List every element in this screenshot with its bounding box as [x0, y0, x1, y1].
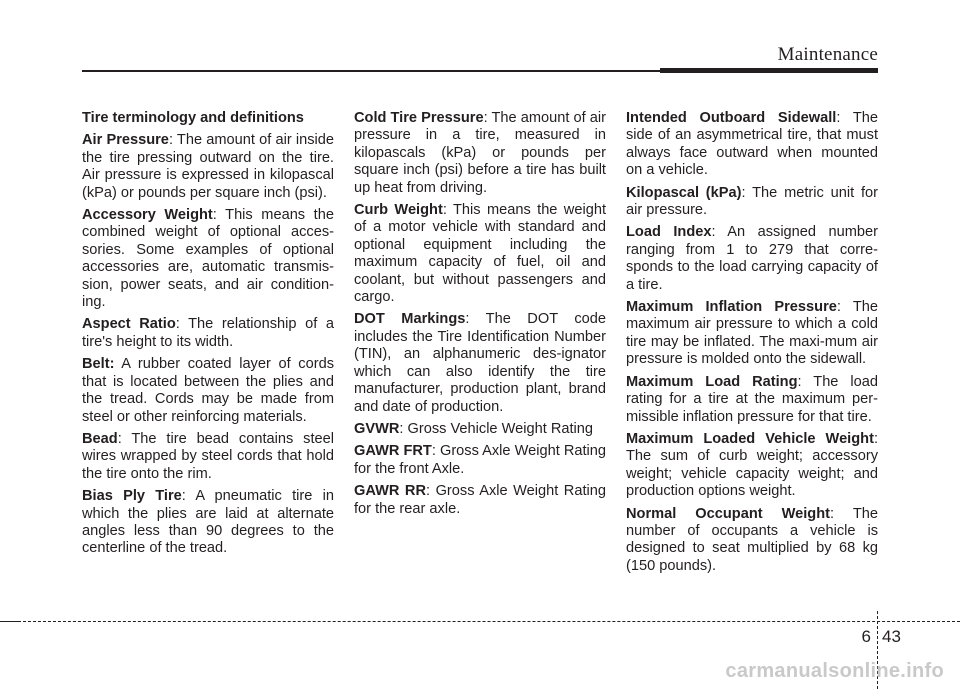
definition-entry	[82, 488, 334, 558]
definition-separator: :	[741, 184, 753, 201]
definition-term: Kilopascal (kPa)	[626, 184, 742, 201]
definition-text: The sum of curb weight; accessory weight; vehicle capacity weight; and production options weight.	[626, 448, 878, 500]
footer-rule	[18, 621, 960, 622]
definition-term: Intended Outboard Sidewall	[626, 110, 837, 126]
definition-text: This means the combined weight of optional acces-sories. Some examples of optional accessories are, automatic transmis-sion, power seats, and air condition-ing.	[82, 207, 334, 311]
definition-text: The side of an asymmetrical tire, that must always face outward when mounted on a vehicle.	[626, 110, 878, 179]
text-column-3	[626, 110, 878, 580]
definition-text: Gross Vehicle Weight Rating	[407, 420, 594, 437]
definition-separator: :	[836, 299, 853, 316]
definition-separator: :	[212, 207, 226, 224]
definition-text: The maximum air pressure to which a cold tire may be inflated. The maxi-mum air pressure is molded onto the sidewall.	[626, 299, 878, 368]
header-rule-thin	[82, 70, 660, 72]
definition-separator: :	[836, 110, 853, 126]
definition-entry	[82, 132, 334, 202]
definition-separator: :	[442, 202, 453, 219]
text-column-1	[82, 110, 334, 563]
definition-term: Aspect Ratio	[82, 316, 176, 333]
definition-term: Load Index	[626, 224, 712, 241]
definition-term: Maximum Loaded Vehicle Weight	[626, 430, 874, 447]
definition-term: DOT Markings	[354, 311, 466, 328]
watermark: carmanualsonline.info	[725, 660, 944, 682]
footer-dash	[0, 621, 18, 622]
definition-term: GAWR RR	[354, 483, 426, 500]
definition-text: A pneumatic tire in which the plies are laid at alternate angles less than 90 degrees to the centerline of the tread.	[82, 488, 335, 557]
definition-term: Maximum Inflation Pressure	[626, 299, 837, 316]
definition-entry	[626, 224, 878, 294]
definition-separator: :	[873, 430, 878, 447]
definition-text: This means the weight of a motor vehicle with standard and optional equipment including the maximum capacity of fuel, oil and coolant, but without passengers and cargo.	[354, 202, 606, 306]
chapter-title: Maintenance	[777, 44, 878, 65]
definition-text: The metric unit for air pressure.	[626, 184, 878, 219]
definition-term: Accessory Weight	[82, 207, 213, 224]
definition-term: Normal Occupant Weight	[626, 505, 831, 522]
definition-separator: :	[117, 430, 132, 447]
definition-separator: :	[431, 443, 440, 460]
definition-entry	[82, 207, 334, 311]
definition-separator: :	[483, 110, 492, 126]
definition-separator: :	[465, 311, 486, 328]
definition-entry	[626, 185, 878, 220]
definition-entry	[626, 299, 878, 369]
definition-separator: :	[399, 420, 408, 437]
definition-separator: :	[711, 224, 728, 241]
definition-entry	[354, 421, 606, 438]
definition-entry	[626, 374, 878, 426]
definition-entry	[82, 356, 334, 426]
definition-term: Bead	[82, 430, 118, 447]
definition-entry	[626, 431, 878, 501]
definition-text: The number of occupants a vehicle is designed to seat multiplied by 68 kg (150 pounds).	[626, 505, 878, 574]
chapter-number: 6	[861, 627, 871, 646]
definition-separator: :	[797, 373, 814, 390]
definition-term: Maximum Load Rating	[626, 373, 798, 390]
definition-entry	[354, 443, 606, 478]
definition-text: Gross Axle Weight Rating for the front Axle.	[354, 443, 607, 477]
definition-separator: :	[830, 505, 853, 522]
definition-entry	[626, 110, 878, 180]
definition-text: A rubber coated layer of cords that is located between the plies and the tread. Cords may be made from steel or other reinforcing materials.	[82, 356, 334, 425]
definition-text: Gross Axle Weight Rating for the rear axle.	[354, 483, 606, 517]
definition-entry	[354, 110, 606, 197]
definition-entry	[626, 506, 878, 576]
definition-term: Cold Tire Pressure	[354, 110, 484, 126]
definition-text: The DOT code includes the Tire Identification Number (TIN), an alphanumeric des-ignator which can also identify the tire manufacturer, production plant, brand and date of production.	[354, 311, 606, 415]
definition-text: The relationship of a tire's height to its width.	[82, 316, 334, 350]
text-column-2	[354, 110, 606, 523]
definition-separator: :	[181, 488, 196, 505]
definition-text: An assigned number ranging from 1 to 279 that corre-sponds to the load carrying capacity of a tire.	[626, 224, 879, 293]
definition-term: GVWR	[354, 420, 400, 437]
section-heading: Tire terminology and definitions	[82, 110, 304, 126]
definition-separator: :	[175, 316, 189, 333]
definition-text: The tire bead contains steel wires wrapped by steel cords that hold the tire onto the rim.	[82, 430, 334, 482]
definition-text: The amount of air pressure in a tire, measured in kilopascals (kPa) or pounds per square inch (psi) before a tire has built up heat from driving.	[354, 110, 606, 196]
definition-separator: :	[426, 483, 436, 500]
definition-term: Belt:	[82, 356, 115, 373]
definition-entry	[354, 311, 606, 415]
header-rule-thick	[660, 68, 878, 73]
definition-term: Curb Weight	[354, 202, 443, 219]
page-number: 43	[882, 627, 901, 646]
definition-separator: :	[168, 132, 177, 149]
definition-term: Bias Ply Tire	[82, 488, 182, 505]
definition-entry	[354, 202, 606, 306]
definition-term: Air Pressure	[82, 132, 169, 149]
definition-entry	[354, 483, 606, 518]
definition-entry	[82, 316, 334, 351]
definition-text: The amount of air inside the tire pressing outward on the tire. Air pressure is expressed in kilopascal (kPa) or pounds per square inch (psi).	[82, 132, 334, 201]
definition-entry	[82, 431, 334, 483]
definition-text: The load rating for a tire at the maximum per-missible inflation pressure for that tire.	[626, 373, 878, 425]
definition-term: GAWR FRT	[354, 443, 432, 460]
